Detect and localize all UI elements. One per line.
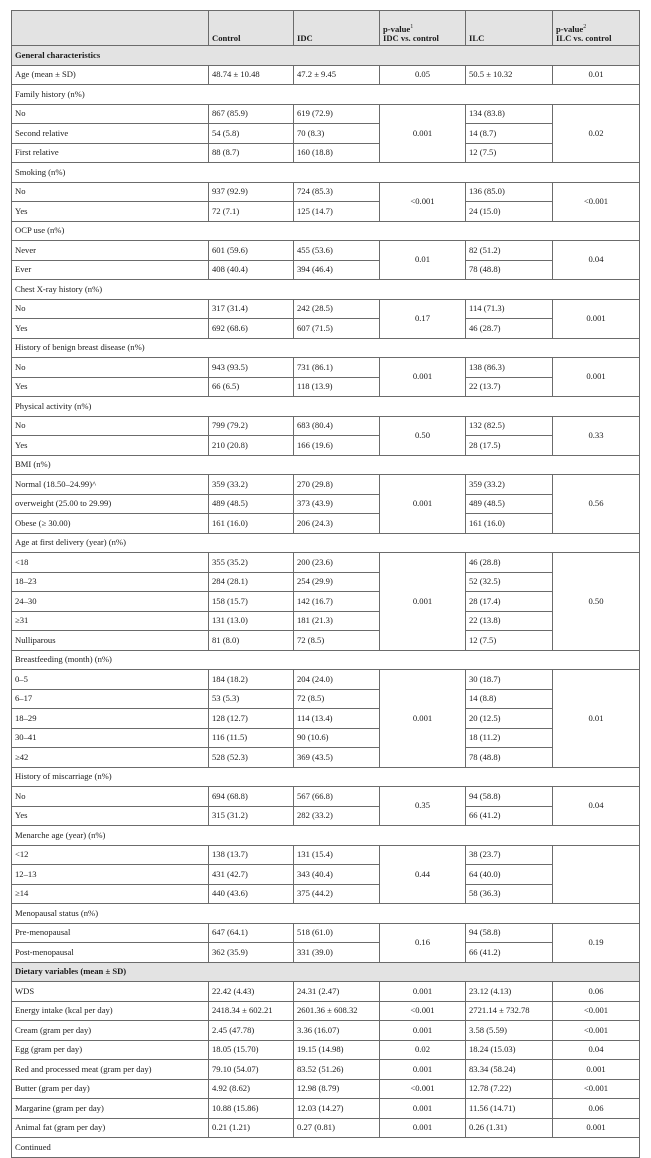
control-value: 692 (68.6) [209,319,294,339]
idc-value: 118 (13.9) [294,377,380,397]
p-value-label: p-value [556,23,584,34]
row-label: 12–13 [12,865,209,885]
idc-value: 619 (72.9) [294,104,380,124]
row-label: WDS [12,982,209,1002]
table-row [12,553,640,573]
row-label: No [12,104,209,124]
p-value-ilc: <0.001 [553,1079,640,1099]
p-value-idc: 0.001 [380,475,466,534]
table-row [12,1099,640,1119]
table-row [12,182,640,202]
idc-value: 242 (28.5) [294,299,380,319]
row-label: ≥31 [12,611,209,631]
control-value: 79.10 (54.07) [209,1060,294,1080]
ilc-value: 18.24 (15.03) [466,1040,553,1060]
ilc-value: 14 (8.8) [466,689,553,709]
table-row [12,728,640,748]
idc-value: 200 (23.6) [294,553,380,573]
ilc-value: 78 (48.8) [466,748,553,768]
row-label: 24–30 [12,592,209,612]
row-label: ≥14 [12,884,209,904]
idc-value: 518 (61.0) [294,923,380,943]
p-value-ilc: <0.001 [553,1021,640,1041]
ilc-value: 94 (58.8) [466,923,553,943]
section-title: Dietary variables (mean ± SD) [12,962,640,982]
idc-value: 270 (29.8) [294,475,380,495]
table-row [12,1001,640,1021]
idc-value: 731 (86.1) [294,358,380,378]
control-value: 116 (11.5) [209,728,294,748]
row-label: 6–17 [12,689,209,709]
ilc-value: 38 (23.7) [466,845,553,865]
table-row [12,787,640,807]
idc-value: 394 (46.4) [294,260,380,280]
control-value: 88 (8.7) [209,143,294,163]
variable-title: Menopausal status (n%) [12,904,640,924]
p-value-ilc: 0.01 [553,670,640,768]
p-value-idc: 0.001 [380,104,466,163]
table-row [12,865,640,885]
idc-value: 3.36 (16.07) [294,1021,380,1041]
ilc-value: 46 (28.7) [466,319,553,339]
control-value: 48.74 ± 10.48 [209,65,294,85]
ilc-value: 58 (36.3) [466,884,553,904]
ilc-value: 359 (33.2) [466,475,553,495]
control-value: 81 (8.0) [209,631,294,651]
p-value-idc: 0.001 [380,553,466,651]
header-p-value-ilc [553,11,640,46]
variable-title: Breastfeeding (month) (n%) [12,650,640,670]
row-label: Nulliparous [12,631,209,651]
ilc-value: 138 (86.3) [466,358,553,378]
section-header-row [12,962,640,982]
table-row [12,124,640,144]
control-value: 431 (42.7) [209,865,294,885]
table-row [12,845,640,865]
control-value: 867 (85.9) [209,104,294,124]
variable-header-row [12,221,640,241]
control-value: 0.21 (1.21) [209,1118,294,1138]
ilc-value: 18 (11.2) [466,728,553,748]
p-value-ilc: 0.04 [553,787,640,826]
variable-header-row [12,826,640,846]
p-value-ilc: 0.06 [553,982,640,1002]
idc-value: 343 (40.4) [294,865,380,885]
idc-value: 204 (24.0) [294,670,380,690]
control-value: 10.88 (15.86) [209,1099,294,1119]
row-label: No [12,182,209,202]
control-value: 408 (40.4) [209,260,294,280]
idc-value: 142 (16.7) [294,592,380,612]
p-value-idc: 0.02 [380,1040,466,1060]
footnote-marker: 2 [583,24,587,31]
variable-title: Age at first delivery (year) (n%) [12,533,640,553]
row-label: Energy intake (kcal per day) [12,1001,209,1021]
variable-title: History of benign breast disease (n%) [12,338,640,358]
control-value: 131 (13.0) [209,611,294,631]
variable-title: History of miscarriage (n%) [12,767,640,787]
ilc-value: 28 (17.5) [466,436,553,456]
idc-value: 70 (8.3) [294,124,380,144]
variable-header-row [12,338,640,358]
table-row [12,514,640,534]
ilc-value: 23.12 (4.13) [466,982,553,1002]
row-label: Butter (gram per day) [12,1079,209,1099]
idc-value: 567 (66.8) [294,787,380,807]
control-value: 694 (68.8) [209,787,294,807]
idc-value: 83.52 (51.26) [294,1060,380,1080]
ilc-value: 489 (48.5) [466,494,553,514]
ilc-value: 12 (7.5) [466,143,553,163]
variable-header-row [12,767,640,787]
control-value: 2.45 (47.78) [209,1021,294,1041]
row-label: No [12,299,209,319]
row-label: Animal fat (gram per day) [12,1118,209,1138]
control-value: 943 (93.5) [209,358,294,378]
control-value: 66 (6.5) [209,377,294,397]
ilc-value: 78 (48.8) [466,260,553,280]
p-value-idc: <0.001 [380,1001,466,1021]
row-label: Yes [12,377,209,397]
row-label: Pre-menopausal [12,923,209,943]
idc-value: 724 (85.3) [294,182,380,202]
p-value-ilc: 0.001 [553,1118,640,1138]
ilc-value: 66 (41.2) [466,806,553,826]
row-label: First relative [12,143,209,163]
control-value: 355 (35.2) [209,553,294,573]
variable-header-row [12,163,640,183]
p-value-ilc: 0.001 [553,299,640,338]
idc-value: 331 (39.0) [294,943,380,963]
ilc-value: 136 (85.0) [466,182,553,202]
table-row [12,1021,640,1041]
control-value: 18.05 (15.70) [209,1040,294,1060]
control-value: 161 (16.0) [209,514,294,534]
idc-value: 24.31 (2.47) [294,982,380,1002]
variable-title: Menarche age (year) (n%) [12,826,640,846]
ilc-value: 14 (8.7) [466,124,553,144]
row-label: 30–41 [12,728,209,748]
idc-value: 90 (10.6) [294,728,380,748]
control-value: 937 (92.9) [209,182,294,202]
header-control: Control [209,11,294,46]
table-row [12,319,640,339]
p-value-idc: 0.001 [380,670,466,768]
p-value-ilc [553,845,640,904]
table-row [12,377,640,397]
row-label: Red and processed meat (gram per day) [12,1060,209,1080]
table-row [12,631,640,651]
ilc-value: 3.58 (5.59) [466,1021,553,1041]
table-row [12,689,640,709]
ilc-value: 28 (17.4) [466,592,553,612]
control-value: 158 (15.7) [209,592,294,612]
table-row [12,884,640,904]
table-row [12,143,640,163]
continued-row [12,1138,640,1158]
idc-value: 282 (33.2) [294,806,380,826]
ilc-value: 12 (7.5) [466,631,553,651]
row-label: Margarine (gram per day) [12,1099,209,1119]
table-row [12,1040,640,1060]
control-value: 284 (28.1) [209,572,294,592]
row-label: <12 [12,845,209,865]
control-value: 315 (31.2) [209,806,294,826]
idc-value: 47.2 ± 9.45 [294,65,380,85]
p-value-label: p-value [383,23,411,34]
header-p-value-idc [380,11,466,46]
control-value: 359 (33.2) [209,475,294,495]
variable-header-row [12,904,640,924]
table-row [12,709,640,729]
header-ilc: ILC [466,11,553,46]
ilc-value: 50.5 ± 10.32 [466,65,553,85]
p-value-ilc: 0.001 [553,1060,640,1080]
p-value-comparison: IDC vs. control [383,32,439,43]
p-value-ilc: 0.001 [553,358,640,397]
variable-title: BMI (n%) [12,455,640,475]
control-value: 799 (79.2) [209,416,294,436]
row-label: ≥42 [12,748,209,768]
row-label: No [12,787,209,807]
row-label: 18–23 [12,572,209,592]
ilc-value: 24 (15.0) [466,202,553,222]
row-label: No [12,416,209,436]
idc-value: 12.98 (8.79) [294,1079,380,1099]
table-row [12,982,640,1002]
control-value: 210 (20.8) [209,436,294,456]
ilc-value: 30 (18.7) [466,670,553,690]
idc-value: 160 (18.8) [294,143,380,163]
control-value: 184 (18.2) [209,670,294,690]
p-value-ilc: 0.02 [553,104,640,163]
idc-value: 369 (43.5) [294,748,380,768]
idc-value: 19.15 (14.98) [294,1040,380,1060]
ilc-value: 0.26 (1.31) [466,1118,553,1138]
row-label: Second relative [12,124,209,144]
p-value-ilc: 0.01 [553,65,640,85]
variable-title: Chest X-ray history (n%) [12,280,640,300]
section-title: General characteristics [12,46,640,66]
p-value-idc: 0.17 [380,299,466,338]
row-label: Cream (gram per day) [12,1021,209,1041]
row-label: No [12,358,209,378]
control-value: 4.92 (8.62) [209,1079,294,1099]
idc-value: 72 (8.5) [294,631,380,651]
row-label: <18 [12,553,209,573]
p-value-idc: 0.001 [380,1099,466,1119]
table-row [12,748,640,768]
p-value-idc: 0.001 [380,1118,466,1138]
idc-value: 206 (24.3) [294,514,380,534]
table-row [12,670,640,690]
p-value-ilc: 0.19 [553,923,640,962]
table-row [12,1118,640,1138]
control-value: 22.42 (4.43) [209,982,294,1002]
idc-value: 683 (80.4) [294,416,380,436]
control-value: 362 (35.9) [209,943,294,963]
table-row [12,65,640,85]
idc-value: 0.27 (0.81) [294,1118,380,1138]
table-row [12,260,640,280]
row-label: Yes [12,806,209,826]
ilc-value: 66 (41.2) [466,943,553,963]
variable-header-row [12,280,640,300]
control-value: 601 (59.6) [209,241,294,261]
table-row [12,572,640,592]
variable-title: Physical activity (n%) [12,397,640,417]
table-header [12,11,640,46]
row-label: Yes [12,436,209,456]
p-value-idc: 0.44 [380,845,466,904]
idc-value: 12.03 (14.27) [294,1099,380,1119]
header-idc: IDC [294,11,380,46]
ilc-value: 114 (71.3) [466,299,553,319]
table-row [12,494,640,514]
p-value-idc: 0.16 [380,923,466,962]
ilc-value: 132 (82.5) [466,416,553,436]
table-row [12,416,640,436]
row-label: Ever [12,260,209,280]
control-value: 128 (12.7) [209,709,294,729]
table-row [12,592,640,612]
variable-header-row [12,533,640,553]
row-label: Egg (gram per day) [12,1040,209,1060]
idc-value: 607 (71.5) [294,319,380,339]
p-value-ilc: 0.04 [553,241,640,280]
p-value-ilc: 0.33 [553,416,640,455]
idc-value: 166 (19.6) [294,436,380,456]
p-value-idc: 0.001 [380,1060,466,1080]
idc-value: 181 (21.3) [294,611,380,631]
ilc-value: 20 (12.5) [466,709,553,729]
p-value-idc: 0.001 [380,1021,466,1041]
table-row [12,943,640,963]
continued-note: Continued [12,1138,640,1158]
ilc-value: 94 (58.8) [466,787,553,807]
idc-value: 131 (15.4) [294,845,380,865]
variable-header-row [12,455,640,475]
ilc-value: 134 (83.8) [466,104,553,124]
control-value: 489 (48.5) [209,494,294,514]
control-value: 138 (13.7) [209,845,294,865]
p-value-ilc: 0.06 [553,1099,640,1119]
table-row [12,202,640,222]
table-row [12,1060,640,1080]
ilc-value: 12.78 (7.22) [466,1079,553,1099]
p-value-ilc: 0.50 [553,553,640,651]
variable-title: OCP use (n%) [12,221,640,241]
idc-value: 373 (43.9) [294,494,380,514]
p-value-idc: <0.001 [380,1079,466,1099]
p-value-idc: <0.001 [380,182,466,221]
table-row [12,299,640,319]
control-value: 72 (7.1) [209,202,294,222]
ilc-value: 52 (32.5) [466,572,553,592]
table-row [12,923,640,943]
ilc-value: 83.34 (58.24) [466,1060,553,1080]
variable-header-row [12,650,640,670]
idc-value: 2601.36 ± 608.32 [294,1001,380,1021]
footnote-marker: 1 [410,24,414,31]
idc-value: 254 (29.9) [294,572,380,592]
p-value-comparison: ILC vs. control [556,32,612,43]
control-value: 2418.34 ± 602.21 [209,1001,294,1021]
p-value-idc: 0.001 [380,982,466,1002]
row-label: 18–29 [12,709,209,729]
variable-title: Family history (n%) [12,85,640,105]
variable-header-row [12,397,640,417]
section-header-row [12,46,640,66]
table-row [12,358,640,378]
variable-header-row [12,85,640,105]
ilc-value: 161 (16.0) [466,514,553,534]
ilc-value: 64 (40.0) [466,865,553,885]
table-row [12,104,640,124]
control-value: 528 (52.3) [209,748,294,768]
p-value-idc: 0.01 [380,241,466,280]
ilc-value: 22 (13.7) [466,377,553,397]
row-label: overweight (25.00 to 29.99) [12,494,209,514]
ilc-value: 11.56 (14.71) [466,1099,553,1119]
control-value: 440 (43.6) [209,884,294,904]
idc-value: 72 (8.5) [294,689,380,709]
row-label: Yes [12,202,209,222]
characteristics-table [11,10,640,1158]
table-row [12,806,640,826]
table-row [12,436,640,456]
ilc-value: 2721.14 ± 732.78 [466,1001,553,1021]
row-label: Never [12,241,209,261]
table-row [12,475,640,495]
row-label: Age (mean ± SD) [12,65,209,85]
ilc-value: 82 (51.2) [466,241,553,261]
table-row [12,1079,640,1099]
idc-value: 114 (13.4) [294,709,380,729]
p-value-ilc: <0.001 [553,1001,640,1021]
control-value: 647 (64.1) [209,923,294,943]
row-label: Obese (≥ 30.00) [12,514,209,534]
p-value-ilc: 0.56 [553,475,640,534]
control-value: 53 (5.3) [209,689,294,709]
ilc-value: 46 (28.8) [466,553,553,573]
table-row [12,611,640,631]
header-variable [12,11,209,46]
idc-value: 125 (14.7) [294,202,380,222]
header-row [12,11,640,46]
p-value-idc: 0.001 [380,358,466,397]
table-body [12,46,640,1158]
idc-value: 455 (53.6) [294,241,380,261]
p-value-ilc: <0.001 [553,182,640,221]
p-value-ilc: 0.04 [553,1040,640,1060]
idc-value: 375 (44.2) [294,884,380,904]
row-label: Normal (18.50–24.99)^ [12,475,209,495]
row-label: 0–5 [12,670,209,690]
control-value: 317 (31.4) [209,299,294,319]
p-value-idc: 0.50 [380,416,466,455]
table-row [12,241,640,261]
row-label: Yes [12,319,209,339]
p-value-idc: 0.35 [380,787,466,826]
control-value: 54 (5.8) [209,124,294,144]
variable-title: Smoking (n%) [12,163,640,183]
ilc-value: 22 (13.8) [466,611,553,631]
p-value-idc: 0.05 [380,65,466,85]
row-label: Post-menopausal [12,943,209,963]
